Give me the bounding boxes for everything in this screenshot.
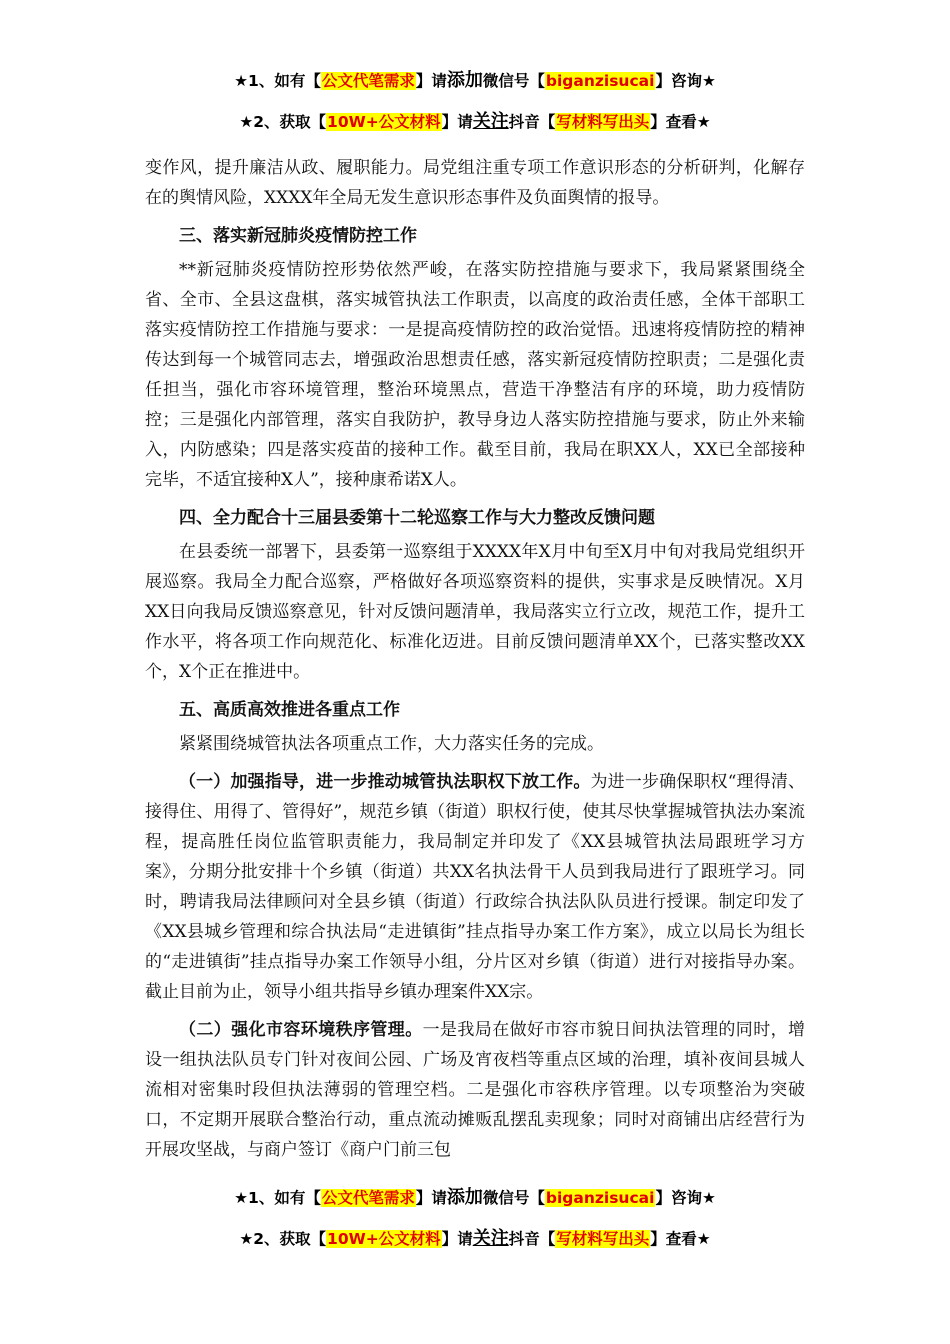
top-banner-line-2 [0,111,950,133]
section-heading: 四、全力配合十三届县委第十二轮巡察工作与大力整改反馈问题 [179,508,655,528]
banner-text: ★1、如有【 [234,72,321,90]
subsection-text: 一是我局在做好市容市貌日间执法管理的同时，增设一组执法队员专门针对夜间公园、广场及宵夜档等重点区域的治理，填补夜间县城人流相对密集时段但执法薄弱的管理空档。二是强化市容秩序管理。以专项整治为突破口，不定期开展联合整治行动，重点流动摊贩乱摆乱卖现象；同时对商铺出店经营行为开展攻坚战，与商户签订《商户门前三包 [145,1020,806,1160]
subsection-paragraph [145,767,805,1007]
banner-text: 】请 [441,1230,473,1248]
bottom-banner-line-1 [0,1187,950,1209]
banner-text: 抖音【 [508,113,556,131]
banner-text: 】咨询★ [655,72,716,90]
subsection-title: （一）加强指导，进一步推动城管执法职权下放工作。 [179,772,591,792]
document-body [145,153,805,1165]
banner-emphasis: 添加 [446,1187,483,1208]
banner-emphasis: 关注 [472,111,509,132]
banner-highlight: 10W+公文材料 [327,1230,441,1248]
banner-text: 】咨询★ [655,1189,716,1207]
banner-text: ★2、获取【 [239,113,327,131]
subsection-paragraph [145,1015,805,1165]
subsection-title: （二）强化市容环境秩序管理。 [179,1020,423,1040]
banner-highlight: 写材料写出头 [556,1230,650,1248]
banner-text: 】请 [415,1189,447,1207]
banner-text: 】查看★ [650,1230,711,1248]
banner-text: 微信号【 [482,1189,545,1207]
top-banner-line-1 [0,70,950,92]
banner-highlight: biganzisucai [545,72,655,90]
section-heading: 五、高质高效推进各重点工作 [179,700,400,720]
paragraph: 紧紧围绕城管执法各项重点工作，大力落实任务的完成。 [179,734,604,754]
paragraph: **新冠肺炎疫情防控形势依然严峻，在落实防控措施与要求下，我局紧紧围绕全省、全市、全县这盘棋，落实城管执法工作职责，以高度的政治责任感，全体干部职工落实疫情防控工作措施与要求：一是提高疫情防控的政治觉悟。迅速将疫情防控的精神传达到每一个城管同志去，增强政治思想责任感，落实新冠疫情防控职责；二是强化责任担当，强化市容环境管理，整治环境黑点，营造干净整洁有序的环境，助力疫情防控；三是强化内部管理，落实自我防护，教导身边人落实防控措施与要求，防止外来输入，内防感染；四是落实疫苗的接种工作。截至目前，我局在职XX人，XX已全部接种完毕，不适宜接种X人”，接种康希诺X人。 [145,260,805,490]
paragraph: 变作风，提升廉洁从政、履职能力。局党组注重专项工作意识形态的分析研判，化解存在的舆情风险，XXXX年全局无发生意识形态事件及负面舆情的报导。 [145,158,805,208]
banner-highlight: biganzisucai [545,1189,655,1207]
banner-highlight: 写材料写出头 [556,113,650,131]
banner-text: 抖音【 [508,1230,556,1248]
banner-text: 】请 [441,113,473,131]
banner-emphasis: 添加 [446,70,483,91]
section-heading: 三、落实新冠肺炎疫情防控工作 [179,226,417,246]
banner-text: 】查看★ [650,113,711,131]
paragraph: 在县委统一部署下，县委第一巡察组于XXXX年X月中旬至X月中旬对我局党组织开展巡察。我局全力配合巡察，严格做好各项巡察资料的提供，实事求是反映情况。X月XX日向我局反馈巡察意见，针对反馈问题清单，我局落实立行立改，规范工作，提升工作水平，将各项工作向规范化、标准化迈进。目前反馈问题清单XX个，已落实整改XX个，X个正在推进中。 [145,542,805,682]
banner-text: ★1、如有【 [234,1189,321,1207]
banner-highlight: 公文代笔需求 [321,1189,415,1207]
banner-text: ★2、获取【 [239,1230,327,1248]
banner-emphasis: 关注 [472,1228,509,1249]
banner-highlight: 公文代笔需求 [321,72,415,90]
bottom-banner-line-2 [0,1228,950,1250]
subsection-text: 为进一步确保职权“理得清、接得住、用得了、管得好”，规范乡镇（街道）职权行使，使其尽快掌握城管执法办案流程，提高胜任岗位监管职责能力，我局制定并印发了《XX县城管执法局跟班学习方案》，分期分批安排十个乡镇（街道）共XX名执法骨干人员到我局进行了跟班学习。同时，聘请我局法律顾问对全县乡镇（街道）行政综合执法队队员进行授课。制定印发了《XX县城乡管理和综合执法局“走进镇街”挂点指导办案工作方案》，成立以局长为组长的“走进镇街”挂点指导办案工作领导小组，分片区对乡镇（街道）进行对接指导办案。截止目前为止，领导小组共指导乡镇办理案件XX宗。 [145,772,805,1002]
banner-text: 微信号【 [482,72,545,90]
banner-text: 】请 [415,72,447,90]
banner-highlight: 10W+公文材料 [327,113,441,131]
